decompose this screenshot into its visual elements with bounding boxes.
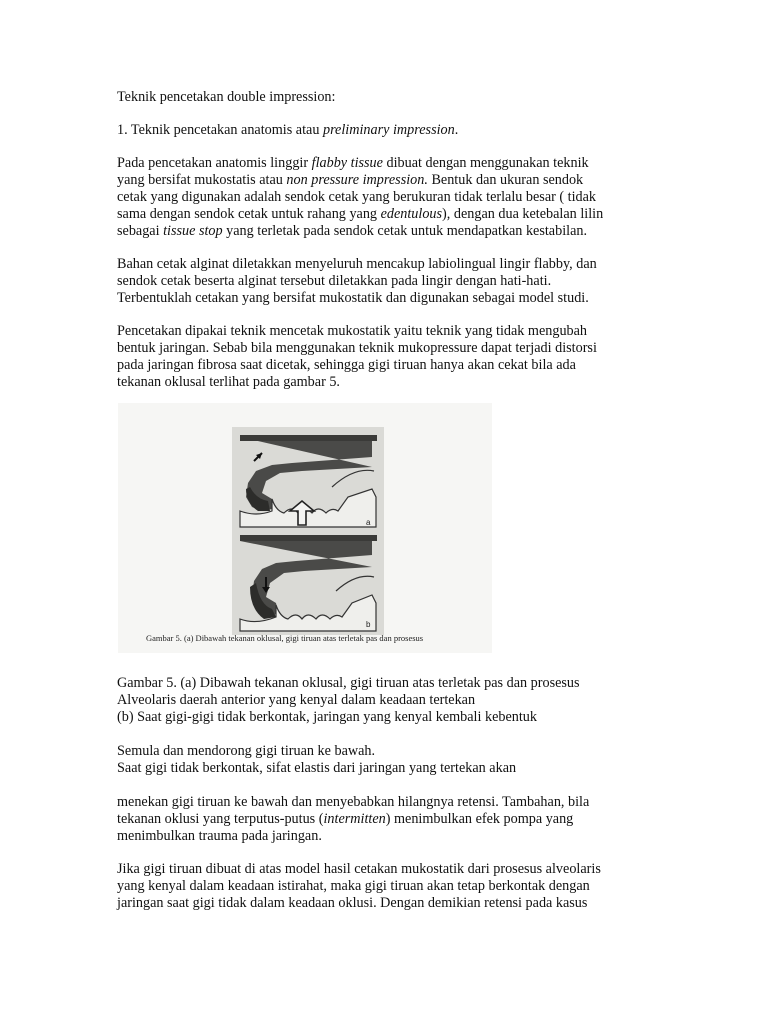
paragraph-line: yang kenyal dalam keadaan istirahat, maka gigi tiruan akan tetap berkontak dengan [117, 878, 590, 894]
italic-run: edentulous [380, 206, 443, 222]
paragraph-line: (b) Saat gigi-gigi tidak berkontak, jaringan yang kenyal kembali kebentuk [117, 709, 537, 725]
italic-run: flabby tissue [311, 155, 383, 171]
section-1-suffix: . [454, 122, 459, 138]
section-1-prefix: 1. Teknik pencetakan anatomis atau [117, 122, 323, 138]
text-run: sama dengan sendok cetak untuk rahang yang [117, 206, 381, 222]
paragraph-line: Bahan cetak alginat diletakkan menyeluruh mencakup labiolingual lingir flabby, dan [117, 256, 597, 272]
heading-line: Teknik pencetakan double impression: [117, 89, 336, 105]
text-run: dibuat dengan menggunakan teknik [382, 155, 589, 171]
figure-5 [118, 403, 492, 653]
paragraph-6 [117, 861, 657, 912]
paragraph-line: Terbentuklah cetakan yang bersifat mukostatik dan digunakan sebagai model studi. [117, 290, 589, 306]
paragraph-line [117, 172, 657, 189]
paragraph-line [117, 155, 657, 172]
paragraph-line: bentuk jaringan. Sebab bila menggunakan teknik mukopressure dapat terjadi distorsi [117, 340, 597, 356]
paragraph-line [117, 223, 657, 240]
paragraph-line: cetak yang digunakan adalah sendok cetak yang berukuran tidak terlalu besar ( tidak [117, 189, 597, 205]
paragraph-2 [117, 256, 657, 307]
figure-caption: Gambar 5. (a) Dibawah tekanan oklusal, gigi tiruan atas terletak pas dan prosesus [146, 633, 424, 643]
paragraph-line: tekanan oklusal terlihat pada gambar 5. [117, 374, 340, 390]
section-1-title [117, 122, 657, 139]
paragraph-line [117, 811, 657, 828]
paragraph-line: menimbulkan trauma pada jaringan. [117, 828, 322, 844]
paragraph-line: Pencetakan dipakai teknik mencetak mukostatik yaitu teknik yang tidak mengubah [117, 323, 588, 339]
italic-run: intermitten [323, 811, 386, 827]
text-run: ), dengan dua ketebalan lilin [442, 206, 604, 222]
paragraph-3 [117, 323, 657, 391]
denture-illustration [232, 427, 384, 635]
paragraph-1 [117, 155, 657, 240]
text-run: yang bersifat mukostatis atau [117, 172, 287, 188]
figure-photo [232, 427, 384, 635]
text-run: yang terletak pada sendok cetak untuk mendapatkan kestabilan. [222, 223, 588, 239]
paragraph-line: jaringan saat gigi tidak dalam keadaan oklusi. Dengan demikian retensi pada kasus [117, 895, 588, 911]
text-run: Bentuk dan ukuran sendok [427, 172, 584, 188]
paragraph-line [117, 206, 657, 223]
text-run: sebagai [117, 223, 164, 239]
paragraph-line: Jika gigi tiruan dibuat di atas model hasil cetakan mukostatik dari prosesus alveolaris [117, 861, 601, 877]
text-run: Pada pencetakan anatomis linggir [117, 155, 312, 171]
paragraph-line: Alveolaris daerah anterior yang kenyal dalam keadaan tertekan [117, 692, 476, 708]
paragraph-line: Semula dan mendorong gigi tiruan ke bawah. [117, 743, 376, 759]
paragraph-line: menekan gigi tiruan ke bawah dan menyebabkan hilangnya retensi. Tambahan, bila [117, 794, 590, 810]
text-run: tekanan oklusi yang terputus-putus ( [117, 811, 324, 827]
paragraph-4 [117, 743, 657, 777]
paragraph-line: sendok cetak beserta alginat tersebut diletakkan pada lingir dengan hati-hati. [117, 273, 552, 289]
panel-b-label: b [366, 620, 371, 629]
panel-a-label: a [366, 518, 371, 527]
italic-run: tissue stop [163, 223, 223, 239]
figure-caption-text [117, 675, 677, 726]
paragraph-line: Saat gigi tidak berkontak, sifat elastis dari jaringan yang tertekan akan [117, 760, 517, 776]
section-1-line [117, 122, 657, 139]
italic-run: non pressure impression. [286, 172, 428, 188]
paragraph-line: Gambar 5. (a) Dibawah tekanan oklusal, gigi tiruan atas terletak pas dan prosesus [117, 675, 580, 691]
section-1-italic: preliminary impression [322, 122, 455, 138]
document-heading [117, 89, 657, 106]
paragraph-line: pada jaringan fibrosa saat dicetak, sehingga gigi tiruan hanya akan cekat bila ada [117, 357, 576, 373]
text-run: ) menimbulkan efek pompa yang [385, 811, 574, 827]
paragraph-5 [117, 794, 657, 845]
